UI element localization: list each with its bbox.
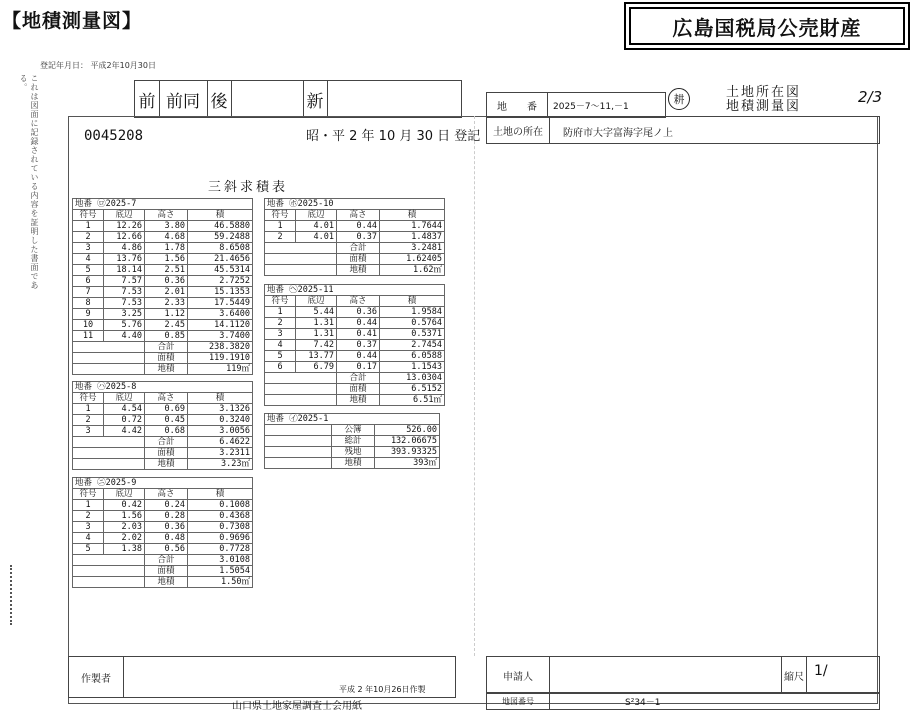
summary-spacer	[73, 342, 145, 353]
summary-value: 132.06675	[375, 436, 440, 447]
column-header: 積	[188, 393, 253, 404]
summary-label: 合計	[337, 373, 380, 384]
table-cell: 3.0056	[188, 426, 253, 437]
table-cell: 4.40	[104, 331, 145, 342]
table-row	[73, 404, 253, 415]
table-cell: 1.38	[104, 544, 145, 555]
table-cell: 4.42	[104, 426, 145, 437]
table-cell: 5.76	[104, 320, 145, 331]
table-title: 地番 ㋩2025-8	[73, 382, 253, 393]
box-new: 新	[303, 81, 328, 117]
summary-row	[73, 555, 253, 566]
location-box	[486, 116, 880, 144]
table-row	[73, 309, 253, 320]
column-header: 底辺	[104, 489, 145, 500]
column-header: 符号	[73, 489, 104, 500]
table-cell: 4	[265, 340, 296, 351]
table-2025-7	[72, 198, 253, 375]
table-row	[73, 265, 253, 276]
table-cell: 2	[73, 415, 104, 426]
table-cell: 0.42	[104, 500, 145, 511]
table-cell: 0.9696	[188, 533, 253, 544]
table-cell: 1.4837	[380, 232, 445, 243]
table-cell: 5.44	[296, 307, 337, 318]
column-header: 高さ	[145, 489, 188, 500]
area-calc-table	[72, 198, 253, 375]
column-header: 積	[188, 489, 253, 500]
column-header: 積	[188, 210, 253, 221]
table-cell: 7.53	[104, 287, 145, 298]
table-title-row	[265, 199, 445, 210]
table-cell: 2.02	[104, 533, 145, 544]
table-row	[73, 500, 253, 511]
summary-value: 3.2481	[380, 243, 445, 254]
table-2025-8	[72, 381, 253, 470]
table-title: 地番 ㋭2025-10	[265, 199, 445, 210]
box-blank	[231, 81, 304, 117]
summary-label: 合計	[337, 243, 380, 254]
table-cell: 3	[73, 243, 104, 254]
table-row	[265, 307, 445, 318]
table-cell: 9	[73, 309, 104, 320]
table-cell: 3.80	[145, 221, 188, 232]
applicant-label: 申請人	[487, 657, 550, 693]
lot-number-label: 地 番	[487, 93, 548, 117]
table-title: 地番 ㋑2025-1	[265, 414, 440, 425]
summary-value: 1.62㎡	[380, 265, 445, 276]
table-title-row	[265, 414, 440, 425]
lot-number-box	[486, 92, 666, 118]
table-row	[265, 340, 445, 351]
table-cell: 3.1326	[188, 404, 253, 415]
column-header: 高さ	[337, 210, 380, 221]
scale-label: 縮尺	[782, 657, 807, 693]
summary-label: 地積	[145, 459, 188, 470]
location-value: 防府市大字富海字尾ノ上	[563, 128, 673, 139]
table-cell: 0.36	[337, 307, 380, 318]
summary-value: 6.5152	[380, 384, 445, 395]
table-cell: 5	[265, 351, 296, 362]
table-row	[73, 221, 253, 232]
summary-row	[73, 437, 253, 448]
summary-row	[265, 447, 440, 458]
summary-row	[73, 577, 253, 588]
table-cell: 1.9584	[380, 307, 445, 318]
column-header: 底辺	[296, 210, 337, 221]
summary-spacer	[265, 384, 337, 395]
table-cell: 15.1353	[188, 287, 253, 298]
summary-label: 残地	[332, 447, 375, 458]
summary-label: 合計	[145, 437, 188, 448]
summary-spacer	[73, 364, 145, 375]
table-cell: 4.54	[104, 404, 145, 415]
certification-side-note: これは図面に記録されている内容を証明した書面である。	[19, 74, 39, 290]
table-cell: 7	[73, 287, 104, 298]
form-title-line2: 地積測量図	[726, 99, 802, 114]
table-cell: 3.25	[104, 309, 145, 320]
column-header: 積	[380, 210, 445, 221]
public-sale-badge	[624, 2, 910, 50]
summary-value: 3.2311	[188, 448, 253, 459]
summary-label: 面積	[145, 353, 188, 364]
map-number-label: 地図番号	[487, 693, 550, 709]
seal-mark: 耕	[668, 88, 690, 110]
summary-value: 526.00	[375, 425, 440, 436]
table-row	[73, 243, 253, 254]
table-cell: 0.37	[337, 232, 380, 243]
column-header: 符号	[73, 393, 104, 404]
summary-row	[265, 436, 440, 447]
table-cell: 12.26	[104, 221, 145, 232]
table-row	[265, 232, 445, 243]
summary-spacer	[265, 447, 332, 458]
table-row	[265, 221, 445, 232]
table-cell: 4	[73, 254, 104, 265]
table-cell: 0.36	[145, 276, 188, 287]
table-row	[265, 318, 445, 329]
summary-row	[265, 254, 445, 265]
summary-value: 6.4622	[188, 437, 253, 448]
table-cell: 14.1120	[188, 320, 253, 331]
scale-cell	[781, 657, 880, 693]
table-cell: 0.44	[337, 351, 380, 362]
summary-spacer	[73, 353, 145, 364]
summary-spacer	[265, 425, 332, 436]
table-row	[73, 511, 253, 522]
table-cell: 1.56	[104, 511, 145, 522]
applicant-box	[486, 656, 880, 694]
summary-value: 1.62405	[380, 254, 445, 265]
summary-value: 119㎡	[188, 364, 253, 375]
column-header: 高さ	[145, 210, 188, 221]
summary-row	[265, 243, 445, 254]
summary-spacer	[73, 577, 145, 588]
summary-label: 地積	[332, 458, 375, 469]
summary-value: 238.3820	[188, 342, 253, 353]
table-2025-10	[264, 198, 445, 276]
summary-row	[73, 342, 253, 353]
table-row	[73, 544, 253, 555]
table-cell: 1.56	[145, 254, 188, 265]
summary-spacer	[265, 265, 337, 276]
table-row	[73, 522, 253, 533]
page-heading: 【地積測量図】	[2, 10, 143, 32]
summary-label: 面積	[337, 254, 380, 265]
table-row	[73, 287, 253, 298]
summary-spacer	[265, 243, 337, 254]
summary-label: 地積	[145, 577, 188, 588]
table-title-row	[73, 382, 253, 393]
table-cell: 5	[73, 265, 104, 276]
summary-label: 地積	[145, 364, 188, 375]
table-cell: 1.31	[296, 329, 337, 340]
table-cell: 21.4656	[188, 254, 253, 265]
summary-value: 13.0304	[380, 373, 445, 384]
table-cell: 0.17	[337, 362, 380, 373]
table-row	[73, 320, 253, 331]
table-cell: 0.69	[145, 404, 188, 415]
area-calc-table	[72, 477, 253, 588]
summary-row	[265, 425, 440, 436]
table-header-row	[73, 210, 253, 221]
table-cell: 4.86	[104, 243, 145, 254]
table-cell: 6	[265, 362, 296, 373]
made-date: 平成 2 年10月26日作製	[339, 685, 426, 694]
box-before: 前	[135, 81, 160, 117]
summary-label: 面積	[145, 448, 188, 459]
summary-label: 合計	[145, 555, 188, 566]
table-cell: 0.85	[145, 331, 188, 342]
table-cell: 0.4368	[188, 511, 253, 522]
area-calc-table	[264, 198, 445, 276]
table-row	[265, 362, 445, 373]
table-2025-11	[264, 284, 445, 406]
table-cell: 1	[265, 221, 296, 232]
table-title: 地番 ㋺2025-7	[73, 199, 253, 210]
calculation-title: 三斜求積表	[208, 180, 289, 195]
maker-box	[68, 656, 456, 698]
table-row	[73, 533, 253, 544]
table-cell: 2	[265, 232, 296, 243]
table-cell: 1	[73, 221, 104, 232]
table-cell: 7.57	[104, 276, 145, 287]
table-cell: 2.45	[145, 320, 188, 331]
table-cell: 3.6400	[188, 309, 253, 320]
table-cell: 0.28	[145, 511, 188, 522]
summary-row	[73, 566, 253, 577]
table-2025-1	[264, 413, 440, 469]
table-cell: 0.7308	[188, 522, 253, 533]
table-row	[73, 232, 253, 243]
table-cell: 4.01	[296, 232, 337, 243]
table-cell: 7.42	[296, 340, 337, 351]
table-cell: 2	[73, 511, 104, 522]
column-header: 底辺	[296, 296, 337, 307]
summary-value: 6.51㎡	[380, 395, 445, 406]
column-header: 符号	[265, 210, 296, 221]
column-header: 底辺	[104, 393, 145, 404]
table-cell: 0.45	[145, 415, 188, 426]
table-cell: 0.24	[145, 500, 188, 511]
table-title: 地番 ㋬2025-11	[265, 285, 445, 296]
history-boxes	[134, 80, 462, 118]
table-cell: 0.1008	[188, 500, 253, 511]
summary-row	[73, 364, 253, 375]
column-header: 積	[380, 296, 445, 307]
area-calc-table	[264, 284, 445, 406]
summary-value: 3.23㎡	[188, 459, 253, 470]
table-cell: 6.0588	[380, 351, 445, 362]
area-calc-table	[72, 381, 253, 470]
table-cell: 3	[73, 522, 104, 533]
table-cell: 4	[73, 533, 104, 544]
table-row	[265, 329, 445, 340]
scale-value: 1/	[814, 663, 828, 679]
document-number: 0045208	[84, 128, 144, 144]
margin-dots	[10, 565, 14, 625]
table-row	[265, 351, 445, 362]
map-number-box	[486, 692, 880, 710]
table-title: 地番 ㋥2025-9	[73, 478, 253, 489]
table-row	[73, 276, 253, 287]
table-cell: 12.66	[104, 232, 145, 243]
table-cell: 0.56	[145, 544, 188, 555]
summary-spacer	[265, 395, 337, 406]
table-cell: 4.68	[145, 232, 188, 243]
summary-row	[73, 353, 253, 364]
summary-spacer	[73, 459, 145, 470]
table-cell: 2.51	[145, 265, 188, 276]
table-cell: 0.72	[104, 415, 145, 426]
table-cell: 0.36	[145, 522, 188, 533]
table-row	[73, 415, 253, 426]
table-cell: 2.03	[104, 522, 145, 533]
table-cell: 10	[73, 320, 104, 331]
table-header-row	[265, 210, 445, 221]
paper-name: 山口県土地家屋調査士会用紙	[232, 701, 362, 712]
table-cell: 0.5764	[380, 318, 445, 329]
summary-label: 合計	[145, 342, 188, 353]
table-cell: 2.7454	[380, 340, 445, 351]
summary-value: 119.1910	[188, 353, 253, 364]
summary-spacer	[73, 437, 145, 448]
table-row	[73, 298, 253, 309]
table-cell: 0.48	[145, 533, 188, 544]
table-cell: 2.7252	[188, 276, 253, 287]
table-cell: 11	[73, 331, 104, 342]
table-cell: 1	[73, 404, 104, 415]
registration-date: 登記年月日： 平成2年10月30日	[40, 61, 156, 70]
table-cell: 1.12	[145, 309, 188, 320]
form-title-line1: 土地所在図	[726, 85, 802, 100]
registration-stamp: 昭・平 2 年 10 月 30 日 登記	[306, 129, 481, 144]
summary-value: 3.0108	[188, 555, 253, 566]
table-cell: 1.7644	[380, 221, 445, 232]
table-cell: 0.68	[145, 426, 188, 437]
table-cell: 13.77	[296, 351, 337, 362]
summary-spacer	[73, 448, 145, 459]
summary-row	[73, 459, 253, 470]
table-cell: 0.44	[337, 221, 380, 232]
summary-spacer	[73, 555, 145, 566]
table-header-row	[265, 296, 445, 307]
table-cell: 8.6508	[188, 243, 253, 254]
table-cell: 8	[73, 298, 104, 309]
table-cell: 4.01	[296, 221, 337, 232]
column-header: 高さ	[145, 393, 188, 404]
fold-line	[474, 116, 476, 656]
summary-label: 面積	[337, 384, 380, 395]
form-title	[726, 86, 801, 114]
table-cell: 1	[265, 307, 296, 318]
summary-row	[265, 395, 445, 406]
badge-text: 広島国税局公売財産	[629, 7, 905, 45]
table-cell: 2	[265, 318, 296, 329]
summary-spacer	[265, 254, 337, 265]
table-cell: 0.44	[337, 318, 380, 329]
location-label: 土地の所在	[487, 117, 550, 143]
column-header: 符号	[73, 210, 104, 221]
table-cell: 59.2488	[188, 232, 253, 243]
summary-value: 393.93325	[375, 447, 440, 458]
column-header: 高さ	[337, 296, 380, 307]
summary-label: 公簿	[332, 425, 375, 436]
table-cell: 3.7400	[188, 331, 253, 342]
table-cell: 18.14	[104, 265, 145, 276]
lot-number-value: 2025－7～11,－1	[553, 102, 629, 112]
column-header: 符号	[265, 296, 296, 307]
summary-label: 面積	[145, 566, 188, 577]
table-cell: 2	[73, 232, 104, 243]
summary-row	[265, 384, 445, 395]
table-cell: 0.41	[337, 329, 380, 340]
table-cell: 2.01	[145, 287, 188, 298]
table-cell: 0.3240	[188, 415, 253, 426]
summary-label: 総計	[332, 436, 375, 447]
table-cell: 3	[73, 426, 104, 437]
summary-label: 地積	[337, 265, 380, 276]
table-cell: 45.5314	[188, 265, 253, 276]
sheet-fraction: 2/3	[858, 88, 883, 106]
table-title-row	[73, 478, 253, 489]
table-2025-9	[72, 477, 253, 588]
box-after: 後	[207, 81, 232, 117]
table-cell: 3	[265, 329, 296, 340]
summary-spacer	[265, 373, 337, 384]
table-title-row	[265, 285, 445, 296]
table-cell: 1.31	[296, 318, 337, 329]
summary-spacer	[73, 566, 145, 577]
table-cell: 1.78	[145, 243, 188, 254]
summary-label: 地積	[337, 395, 380, 406]
table-cell: 6	[73, 276, 104, 287]
table-cell: 13.76	[104, 254, 145, 265]
table-row	[73, 426, 253, 437]
table-title-row	[73, 199, 253, 210]
table-cell: 0.7728	[188, 544, 253, 555]
table-cell: 2.33	[145, 298, 188, 309]
summary-value: 1.50㎡	[188, 577, 253, 588]
summary-row	[265, 373, 445, 384]
table-cell: 7.53	[104, 298, 145, 309]
table-cell: 46.5880	[188, 221, 253, 232]
table-cell: 1	[73, 500, 104, 511]
table-cell: 5	[73, 544, 104, 555]
table-cell: 0.37	[337, 340, 380, 351]
table-row	[73, 254, 253, 265]
summary-spacer	[265, 458, 332, 469]
maker-label: 作製者	[69, 657, 124, 697]
summary-value: 1.5054	[188, 566, 253, 577]
box-same: 前同	[159, 81, 208, 117]
area-calc-table	[264, 413, 440, 469]
summary-value: 393㎡	[375, 458, 440, 469]
summary-row	[265, 265, 445, 276]
table-header-row	[73, 393, 253, 404]
table-cell: 6.79	[296, 362, 337, 373]
map-number-value: S²34－1	[625, 698, 661, 708]
summary-spacer	[265, 436, 332, 447]
table-header-row	[73, 489, 253, 500]
table-cell: 0.5371	[380, 329, 445, 340]
table-cell: 1.1543	[380, 362, 445, 373]
table-cell: 17.5449	[188, 298, 253, 309]
table-row	[73, 331, 253, 342]
column-header: 底辺	[104, 210, 145, 221]
summary-row	[265, 458, 440, 469]
summary-row	[73, 448, 253, 459]
